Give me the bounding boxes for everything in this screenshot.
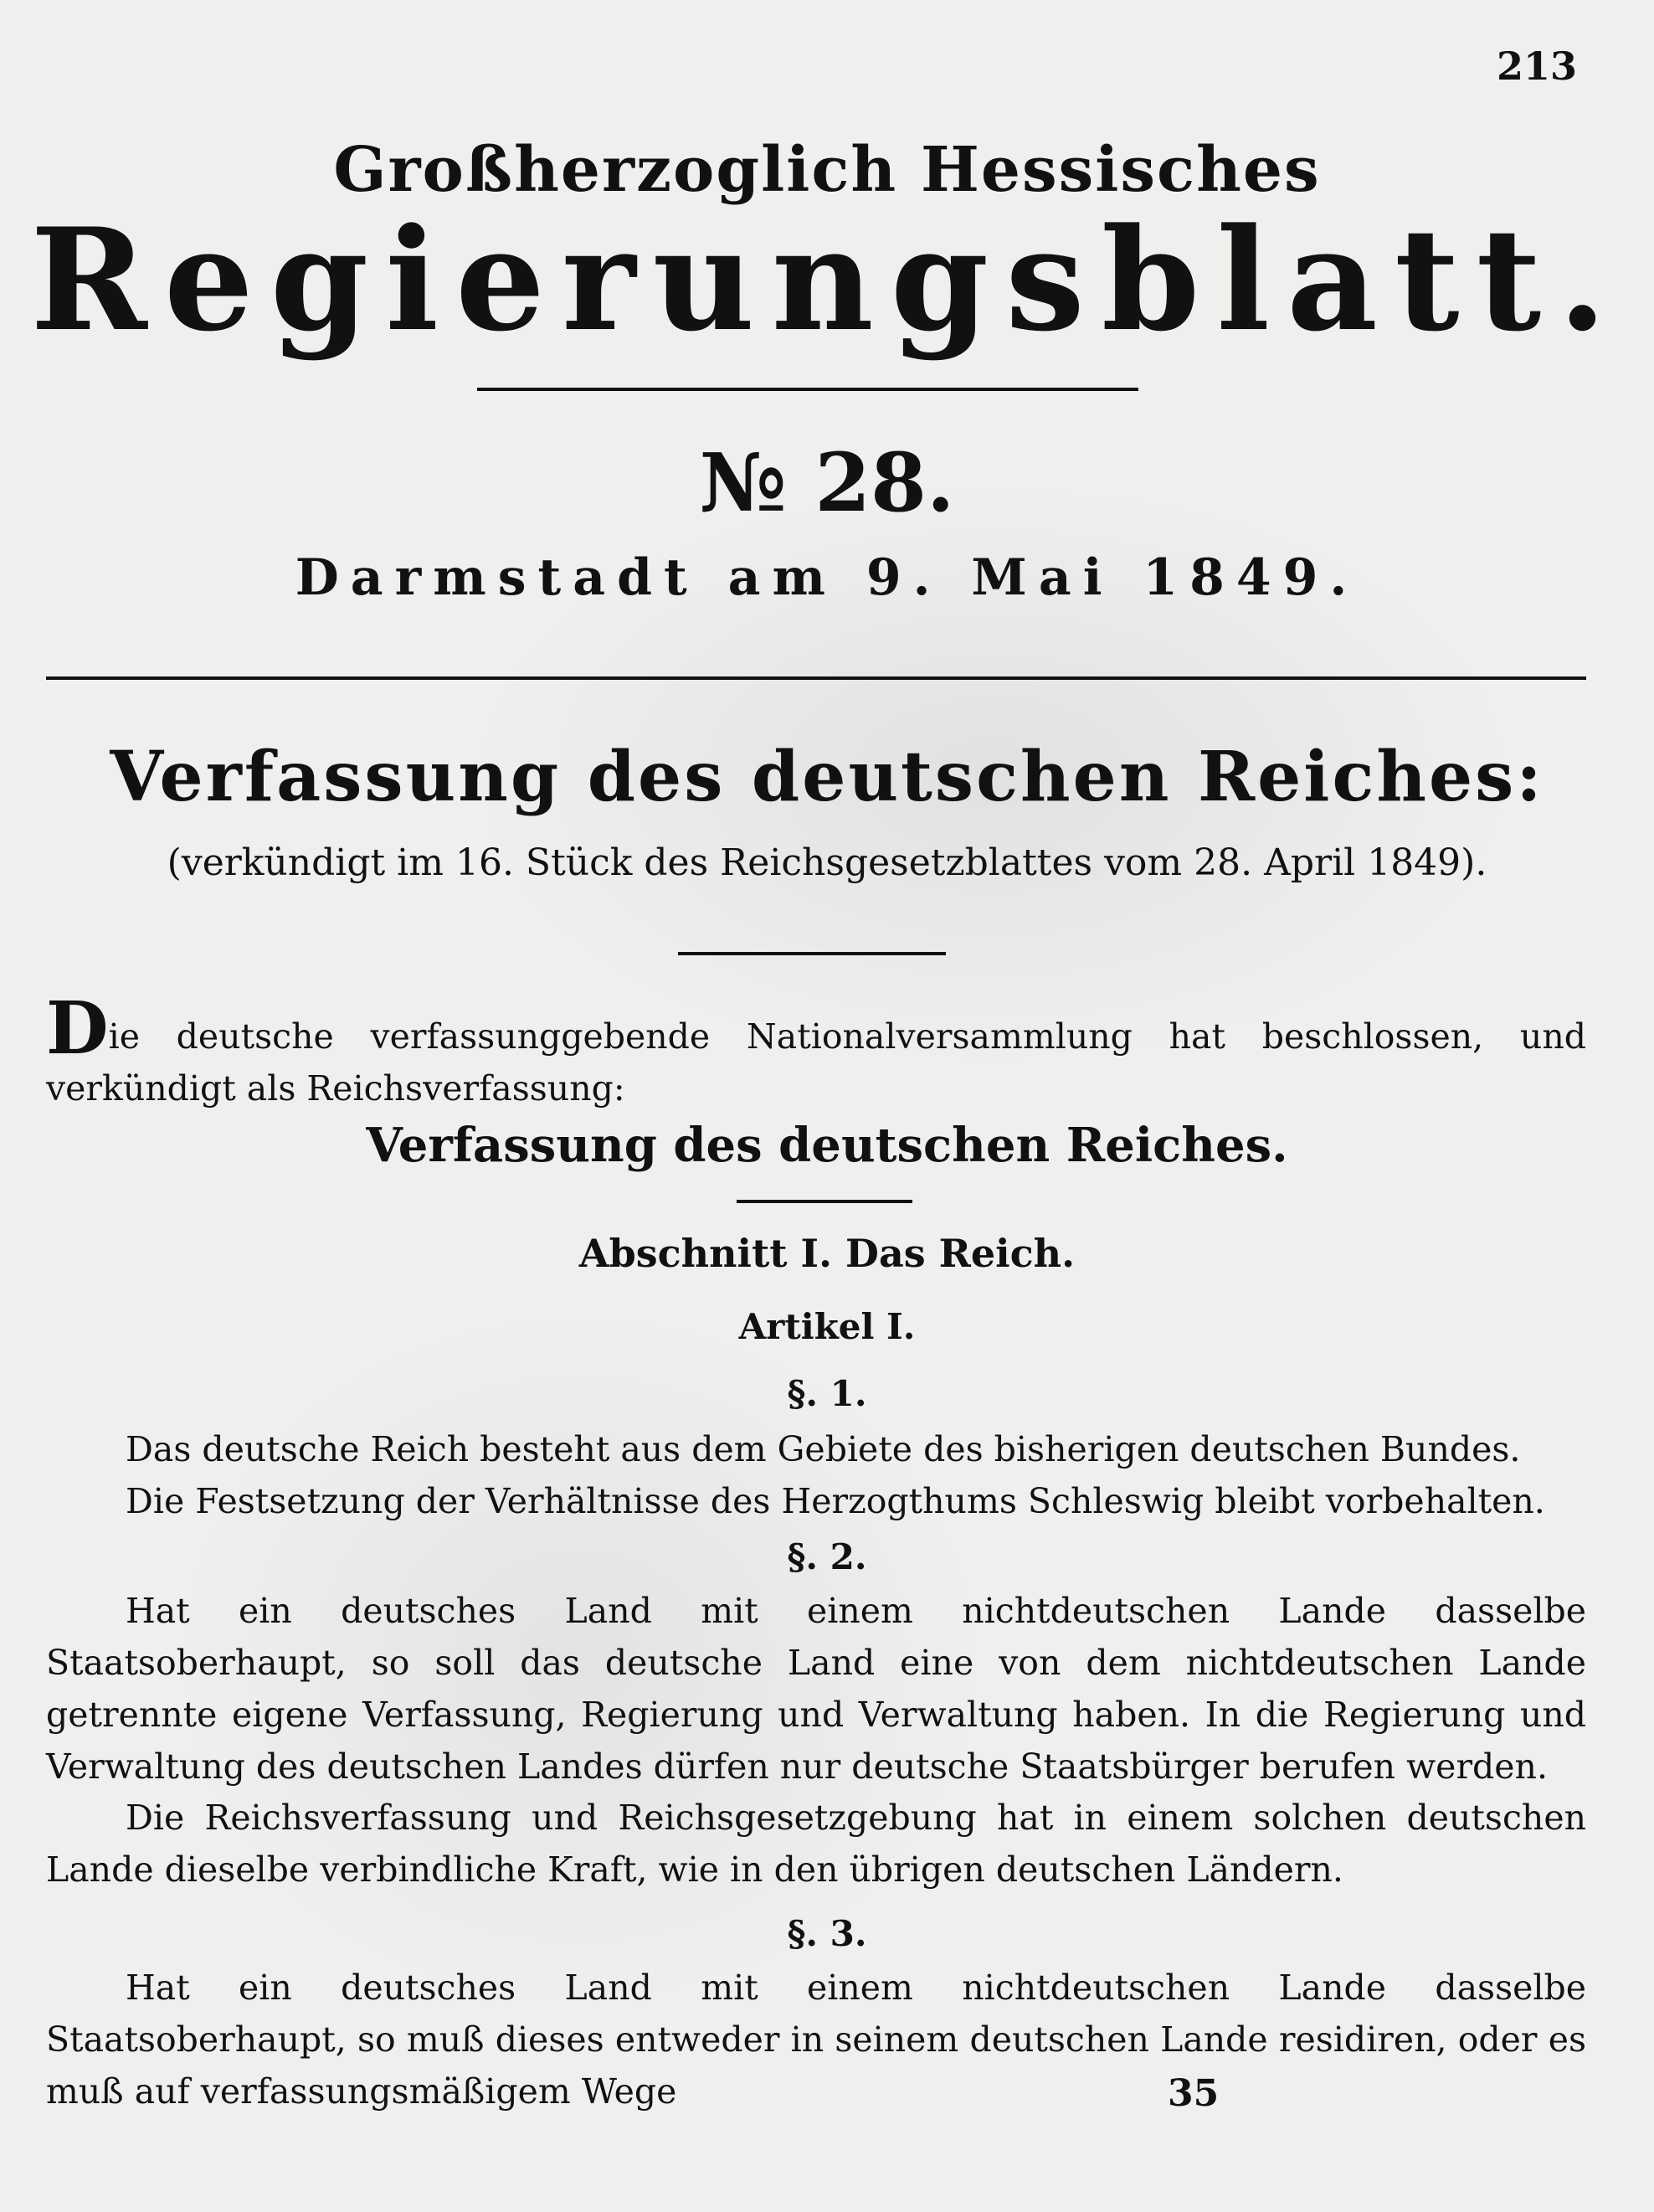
preamble-text: ie deutsche verfassunggebende Nationalversammlung hat beschlossen, und verkündigt als Reichsverfassung: — [46, 1016, 1586, 1109]
heading-rule — [737, 1200, 912, 1203]
title-rule — [678, 952, 946, 955]
dateline-rule — [46, 676, 1586, 680]
paragraph-label: §. 3. — [787, 1913, 867, 1954]
paragraph-text: Hat ein deutsches Land mit einem nichtdeutschen Lande dasselbe Staatsoberhaupt, so soll das deutsche Land eine von dem nichtdeutschen Lande getrennte eigene Verfassung, Regierung und Verwaltung haben. In die Regierung und Verwaltung des deutschen Landes dürfen nur deutsche Staatsbürger berufen werden. — [46, 1591, 1586, 1787]
document-subtitle: (verkündigt im 16. Stück des Reichsgesetzblattes vom 28. April 1849). — [167, 841, 1487, 884]
paragraph-text: Die Festsetzung der Verhältnisse des Herzogthums Schleswig bleibt vorbehalten. — [126, 1481, 1545, 1521]
dropcap: D — [46, 986, 109, 1071]
page-number: 213 — [1496, 44, 1577, 89]
article-heading: Artikel I. — [738, 1306, 916, 1347]
paragraph-label: §. 1. — [787, 1373, 867, 1414]
signature-mark: 35 — [1168, 2072, 1220, 2115]
document-title: Verfassung des deutschen Reiches: — [110, 737, 1544, 817]
preamble — [46, 986, 1586, 1114]
paragraph-label: §. 2. — [787, 1536, 867, 1577]
constitution-heading: Verfassung des deutschen Reiches. — [366, 1118, 1288, 1173]
dateline: Darmstadt am 9. Mai 1849. — [295, 548, 1359, 607]
issue-number: № 28. — [699, 435, 955, 530]
masthead-rule — [477, 388, 1138, 391]
paragraph-text: Hat ein deutsches Land mit einem nichtdeutschen Lande dasselbe Staatsoberhaupt, so muß dieses entweder in seinem deutschen Lande residiren, oder es muß auf verfassungsmäßigem Wege — [46, 1968, 1586, 2112]
paragraph-text: Die Reichsverfassung und Reichsgesetzgebung hat in einem solchen deutschen Lande dieselbe verbindliche Kraft, wie in den übrigen deutschen Ländern. — [46, 1798, 1586, 1890]
masthead-title: Regierungsblatt. — [30, 197, 1624, 363]
masthead-subtitle: Großherzoglich Hessisches — [333, 134, 1321, 206]
paragraph-text: Das deutsche Reich besteht aus dem Gebiete des bisherigen deutschen Bundes. — [126, 1429, 1521, 1469]
section-heading: Abschnitt I. Das Reich. — [578, 1231, 1076, 1276]
